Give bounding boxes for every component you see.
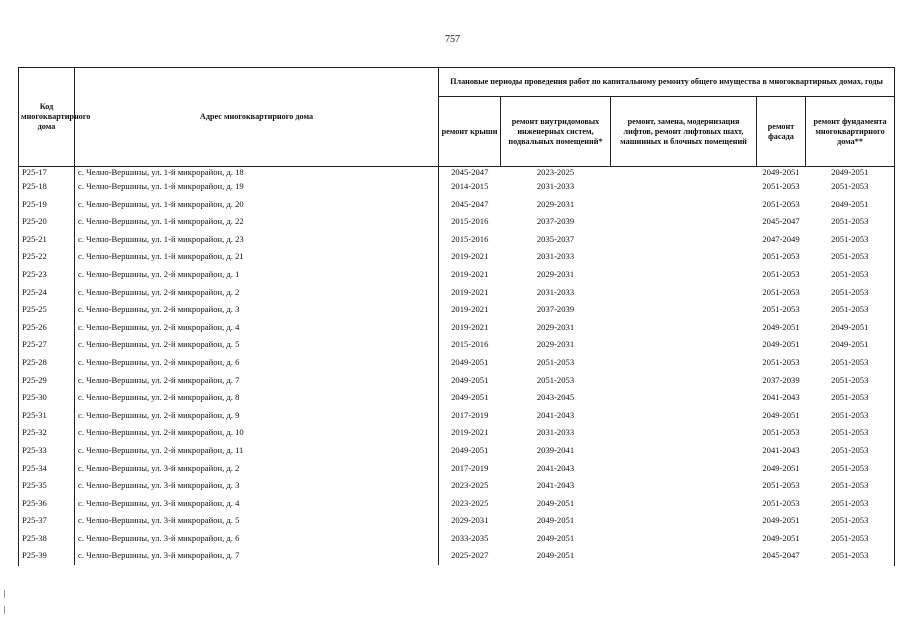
page-number: 757 [445, 34, 460, 45]
cell-facade: 2051-2053 [762, 304, 800, 315]
cell-foundation: 2049-2051 [806, 319, 895, 337]
cell-engineering: 2049-2051 [536, 550, 575, 561]
cell-lifts [611, 460, 757, 478]
cell-lifts [611, 301, 757, 319]
cell-lifts [611, 354, 757, 372]
cell-engineering: 2031-2033 [536, 427, 575, 438]
cell-foundation: 2051-2053 [806, 547, 895, 565]
cell-lifts [611, 495, 757, 513]
cell-address: с. Челно-Вершины, ул. 2-й микрорайон, д. 2 [75, 284, 439, 302]
cell-engineering: 2041-2043 [536, 409, 575, 420]
cell-foundation: 2051-2053 [806, 407, 895, 425]
cell-lifts [611, 213, 757, 231]
cell-facade: 2041-2043 [762, 392, 800, 403]
cell-address: с. Челно-Вершины, ул. 2-й микрорайон, д. 10 [75, 424, 439, 442]
table-row [19, 213, 895, 231]
cell-foundation: 2051-2053 [806, 389, 895, 407]
table-row [19, 248, 895, 266]
cell-lifts [611, 477, 757, 495]
header-roof: ремонт крыши [439, 97, 501, 167]
cell-code: Р25-35 [19, 477, 75, 495]
cell-roof: 2019-2021 [439, 266, 501, 284]
cell-foundation: 2051-2053 [806, 284, 895, 302]
table-row [19, 442, 895, 460]
cell-roof: 2023-2025 [439, 477, 501, 495]
table-body [19, 167, 895, 566]
cell-lifts [611, 424, 757, 442]
cell-code: Р25-23 [19, 266, 75, 284]
table-row [19, 424, 895, 442]
scan-artifact [4, 590, 5, 598]
cell-lifts [611, 512, 757, 530]
cell-roof: 2019-2021 [439, 424, 501, 442]
cell-code: Р25-28 [19, 354, 75, 372]
cell-code: Р25-34 [19, 460, 75, 478]
cell-roof: 2045-2047 [439, 196, 501, 214]
cell-code: Р25-24 [19, 284, 75, 302]
cell-lifts [611, 389, 757, 407]
cell-foundation: 2051-2053 [806, 530, 895, 548]
cell-foundation: 2051-2053 [806, 231, 895, 249]
cell-foundation: 2051-2053 [806, 495, 895, 513]
cell-roof: 2049-2051 [439, 389, 501, 407]
table-row [19, 178, 895, 196]
cell-lifts [611, 284, 757, 302]
cell-address: с. Челно-Вершины, ул. 2-й микрорайон, д. 7 [75, 372, 439, 390]
cell-foundation: 2051-2053 [806, 213, 895, 231]
table-row [19, 301, 895, 319]
cell-lifts [611, 231, 757, 249]
cell-facade: 2049-2051 [762, 409, 800, 420]
table-row [19, 477, 895, 495]
cell-address: с. Челно-Вершины, ул. 3-й микрорайон, д. 3 [75, 477, 439, 495]
cell-roof: 2033-2035 [439, 530, 501, 548]
cell-facade: 2051-2053 [762, 198, 800, 209]
cell-foundation: 2051-2053 [806, 442, 895, 460]
cell-lifts [611, 167, 757, 179]
header-periods: Плановые периоды проведения работ по капитальному ремонту общего имущества в многоквартирных домах, годы [439, 68, 895, 97]
cell-engineering: 2029-2031 [536, 339, 575, 350]
cell-foundation: 2051-2053 [806, 477, 895, 495]
cell-code: Р25-32 [19, 424, 75, 442]
cell-facade: 2049-2051 [762, 515, 800, 526]
cell-roof: 2019-2021 [439, 248, 501, 266]
cell-engineering: 2031-2033 [536, 181, 575, 191]
cell-roof: 2025-2027 [439, 547, 501, 565]
cell-engineering: 2035-2037 [536, 233, 575, 244]
cell-code: Р25-22 [19, 248, 75, 266]
cell-engineering: 2041-2043 [536, 462, 575, 473]
cell-code: Р25-37 [19, 512, 75, 530]
table-row [19, 354, 895, 372]
cell-engineering: 2049-2051 [536, 497, 575, 508]
table-row [19, 460, 895, 478]
cell-facade: 2049-2051 [762, 339, 800, 350]
cell-facade: 2051-2053 [762, 268, 800, 279]
cell-address: с. Челно-Вершины, ул. 3-й микрорайон, д. 4 [75, 495, 439, 513]
table-row [19, 284, 895, 302]
cell-lifts [611, 530, 757, 548]
cell-address: с. Челно-Вершины, ул. 1-й микрорайон, д. 22 [75, 213, 439, 231]
cell-engineering: 2041-2043 [536, 480, 575, 491]
cell-engineering: 2029-2031 [536, 268, 575, 279]
cell-code: Р25-39 [19, 547, 75, 565]
cell-lifts [611, 178, 757, 196]
cell-engineering: 2023-2025 [536, 167, 575, 177]
cell-facade: 2051-2053 [762, 427, 800, 438]
header-engineering: ремонт внутридомовых инженерных систем, подвальных помещений* [501, 97, 611, 167]
cell-engineering: 2039-2041 [536, 444, 575, 455]
cell-engineering: 2029-2031 [536, 321, 575, 332]
cell-code: Р25-31 [19, 407, 75, 425]
cell-facade: 2051-2053 [762, 181, 800, 191]
cell-lifts [611, 407, 757, 425]
cell-facade: 2049-2051 [762, 462, 800, 473]
cell-foundation: 2051-2053 [806, 512, 895, 530]
cell-foundation: 2051-2053 [806, 178, 895, 196]
cell-address: с. Челно-Вершины, ул. 2-й микрорайон, д. 11 [75, 442, 439, 460]
table-row [19, 319, 895, 337]
cell-facade: 2051-2053 [762, 251, 800, 262]
cell-roof: 2015-2016 [439, 231, 501, 249]
cell-lifts [611, 547, 757, 565]
cell-roof: 2014-2015 [439, 178, 501, 196]
header-code: Код многоквартирного дома [19, 68, 75, 167]
cell-address: с. Челно-Вершины, ул. 2-й микрорайон, д. 8 [75, 389, 439, 407]
cell-engineering: 2051-2053 [536, 356, 575, 367]
cell-engineering: 2037-2039 [536, 216, 575, 227]
cell-foundation: 2051-2053 [806, 301, 895, 319]
cell-roof: 2045-2047 [439, 167, 501, 179]
cell-address: с. Челно-Вершины, ул. 2-й микрорайон, д. 5 [75, 336, 439, 354]
cell-address: с. Челно-Вершины, ул. 1-й микрорайон, д. 21 [75, 248, 439, 266]
table-row [19, 231, 895, 249]
cell-code: Р25-26 [19, 319, 75, 337]
cell-lifts [611, 336, 757, 354]
cell-lifts [611, 266, 757, 284]
cell-address: с. Челно-Вершины, ул. 3-й микрорайон, д. 5 [75, 512, 439, 530]
table-row [19, 547, 895, 565]
cell-code: Р25-18 [19, 178, 75, 196]
cell-facade: 2051-2053 [762, 286, 800, 297]
header-lifts: ремонт, замена, модернизация лифтов, ремонт лифтовых шахт, машинных и блочных помещений [611, 97, 757, 167]
cell-code: Р25-25 [19, 301, 75, 319]
capital-repair-table [18, 67, 895, 566]
table-row [19, 407, 895, 425]
cell-address: с. Челно-Вершины, ул. 2-й микрорайон, д. 6 [75, 354, 439, 372]
cell-facade: 2051-2053 [762, 356, 800, 367]
cell-lifts [611, 196, 757, 214]
table-row [19, 167, 895, 179]
cell-address: с. Челно-Вершины, ул. 2-й микрорайон, д. 4 [75, 319, 439, 337]
cell-engineering: 2029-2031 [536, 198, 575, 209]
table-row [19, 495, 895, 513]
cell-roof: 2017-2019 [439, 407, 501, 425]
cell-code: Р25-27 [19, 336, 75, 354]
scan-artifact [4, 606, 5, 614]
cell-facade: 2049-2051 [762, 321, 800, 332]
cell-roof: 2029-2031 [439, 512, 501, 530]
cell-facade: 2045-2047 [762, 550, 800, 561]
cell-roof: 2017-2019 [439, 460, 501, 478]
header-foundation: ремонт фундамента многоквартирного дома** [806, 97, 895, 167]
cell-facade: 2051-2053 [762, 497, 800, 508]
cell-lifts [611, 372, 757, 390]
table-row [19, 389, 895, 407]
cell-address: с. Челно-Вершины, ул. 2-й микрорайон, д. 3 [75, 301, 439, 319]
cell-lifts [611, 319, 757, 337]
cell-facade: 2047-2049 [762, 233, 800, 244]
cell-code: Р25-36 [19, 495, 75, 513]
table-row [19, 336, 895, 354]
cell-engineering: 2051-2053 [536, 374, 575, 385]
cell-roof: 2049-2051 [439, 354, 501, 372]
cell-lifts [611, 442, 757, 460]
cell-facade: 2051-2053 [762, 480, 800, 491]
cell-roof: 2049-2051 [439, 372, 501, 390]
cell-foundation: 2051-2053 [806, 248, 895, 266]
cell-code: Р25-17 [19, 167, 75, 179]
cell-address: с. Челно-Вершины, ул. 2-й микрорайон, д. 1 [75, 266, 439, 284]
table-row [19, 266, 895, 284]
cell-address: с. Челно-Вершины, ул. 1-й микрорайон, д. 23 [75, 231, 439, 249]
table-row [19, 372, 895, 390]
cell-facade: 2049-2051 [762, 167, 800, 177]
cell-address: с. Челно-Вершины, ул. 1-й микрорайон, д. 19 [75, 178, 439, 196]
cell-address: с. Челно-Вершины, ул. 3-й микрорайон, д. 6 [75, 530, 439, 548]
cell-foundation: 2051-2053 [806, 424, 895, 442]
header-address: Адрес многоквартирного дома [75, 68, 439, 167]
cell-address: с. Челно-Вершины, ул. 1-й микрорайон, д. 20 [75, 196, 439, 214]
cell-roof: 2019-2021 [439, 319, 501, 337]
table-row [19, 196, 895, 214]
table-row [19, 530, 895, 548]
cell-foundation: 2051-2053 [806, 460, 895, 478]
cell-roof: 2019-2021 [439, 301, 501, 319]
table-row [19, 512, 895, 530]
cell-address: с. Челно-Вершины, ул. 3-й микрорайон, д. 7 [75, 547, 439, 565]
cell-code: Р25-21 [19, 231, 75, 249]
cell-facade: 2049-2051 [762, 532, 800, 543]
cell-address: с. Челно-Вершины, ул. 1-й микрорайон, д. 18 [75, 167, 439, 179]
cell-roof: 2019-2021 [439, 284, 501, 302]
cell-facade: 2041-2043 [762, 444, 800, 455]
cell-address: с. Челно-Вершины, ул. 2-й микрорайон, д. 9 [75, 407, 439, 425]
cell-roof: 2015-2016 [439, 336, 501, 354]
cell-foundation: 2051-2053 [806, 266, 895, 284]
cell-address: с. Челно-Вершины, ул. 3-й микрорайон, д. 2 [75, 460, 439, 478]
cell-code: Р25-29 [19, 372, 75, 390]
cell-code: Р25-20 [19, 213, 75, 231]
cell-code: Р25-38 [19, 530, 75, 548]
cell-engineering: 2049-2051 [536, 515, 575, 526]
cell-foundation: 2049-2051 [806, 336, 895, 354]
cell-roof: 2049-2051 [439, 442, 501, 460]
cell-foundation: 2051-2053 [806, 372, 895, 390]
header-facade: ремонт фасада [757, 97, 806, 167]
cell-facade: 2037-2039 [762, 374, 800, 385]
cell-foundation: 2049-2051 [806, 196, 895, 214]
cell-roof: 2023-2025 [439, 495, 501, 513]
cell-foundation: 2051-2053 [806, 354, 895, 372]
cell-facade: 2045-2047 [762, 216, 800, 227]
cell-code: Р25-33 [19, 442, 75, 460]
cell-engineering: 2049-2051 [536, 532, 575, 543]
cell-code: Р25-30 [19, 389, 75, 407]
cell-engineering: 2043-2045 [536, 392, 575, 403]
cell-engineering: 2031-2033 [536, 286, 575, 297]
cell-foundation: 2049-2051 [806, 167, 895, 179]
cell-lifts [611, 248, 757, 266]
cell-engineering: 2031-2033 [536, 251, 575, 262]
cell-code: Р25-19 [19, 196, 75, 214]
cell-engineering: 2037-2039 [536, 304, 575, 315]
cell-roof: 2015-2016 [439, 213, 501, 231]
